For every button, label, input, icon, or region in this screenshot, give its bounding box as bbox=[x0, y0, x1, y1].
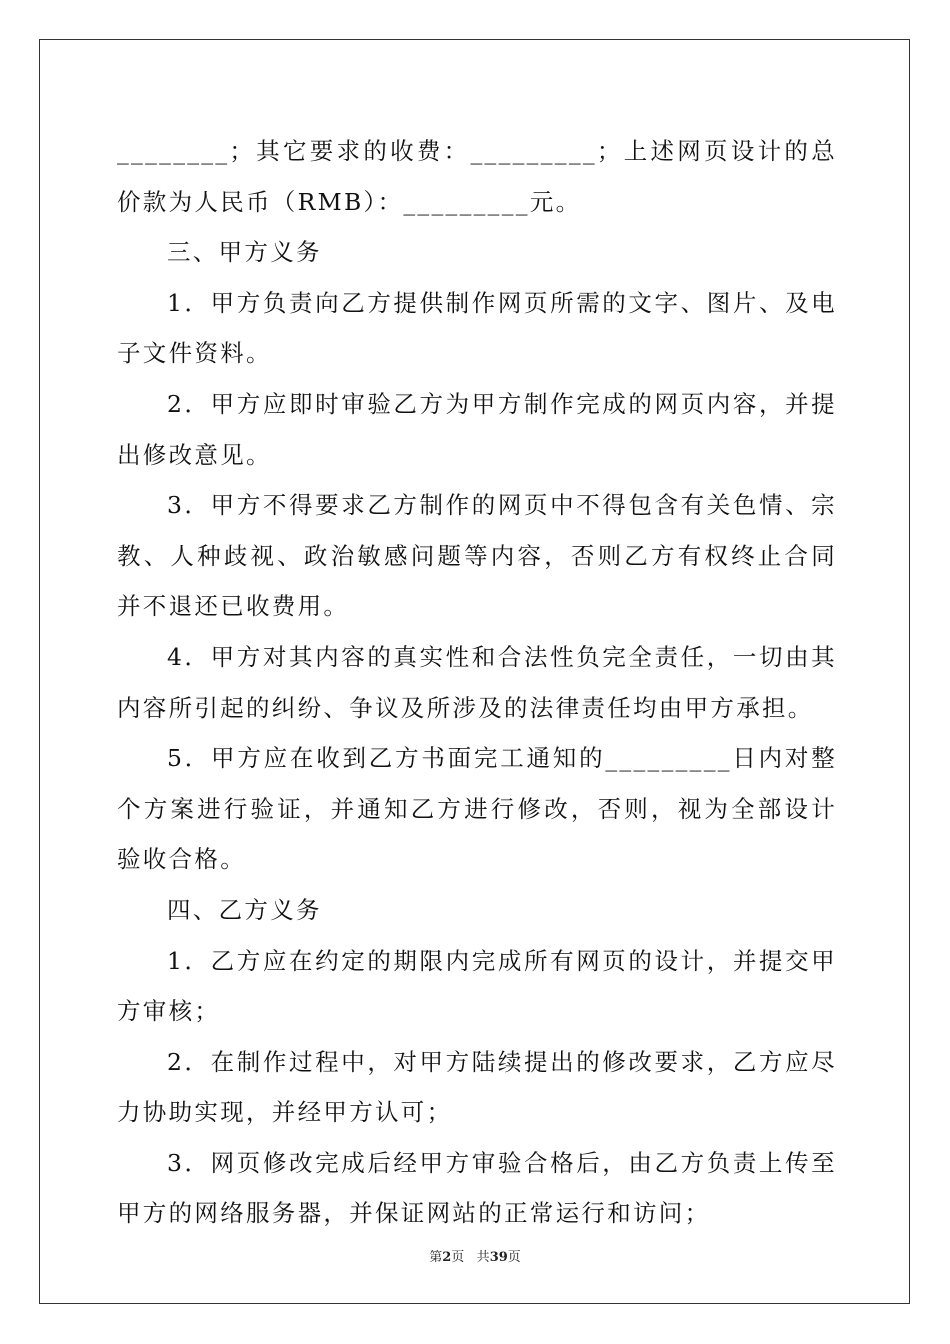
clause-b3: 3．网页修改完成后经甲方审验合格后，由乙方负责上传至甲方的网络服务器，并保证网站的正常运行和访问； bbox=[117, 1148, 837, 1228]
page-suffix: 页 bbox=[451, 1250, 465, 1265]
clause-a5: 5．甲方应在收到乙方书面完工通知的_________日内对整个方案进行验证，并通知乙方进行修改，否则，视为全部设计验收合格。 bbox=[117, 744, 837, 874]
paragraph-fees: ________；其它要求的收费：_________；上述网页设计的总价款为人民币（RMB）：_________元。 bbox=[117, 137, 837, 216]
clause-a4: 4．甲方对其内容的真实性和合法性负完全责任，一切由其内容所引起的纠纷、争议及所涉及的法律责任均由甲方承担。 bbox=[117, 642, 837, 722]
page-footer bbox=[0, 1246, 950, 1265]
clause-b1: 1．乙方应在约定的期限内完成所有网页的设计，并提交甲方审核； bbox=[117, 946, 837, 1026]
clause-a2: 2．甲方应即时审验乙方为甲方制作完成的网页内容，并提出修改意见。 bbox=[117, 389, 837, 469]
section-heading-party-a: 三、甲方义务 bbox=[167, 238, 322, 267]
total-prefix: 共 bbox=[476, 1250, 490, 1265]
document-body bbox=[117, 126, 837, 1239]
page-prefix: 第 bbox=[429, 1250, 443, 1265]
section-heading-party-b: 四、乙方义务 bbox=[167, 895, 322, 924]
clause-b2: 2．在制作过程中，对甲方陆续提出的修改要求，乙方应尽力协助实现，并经甲方认可； bbox=[117, 1047, 837, 1127]
clause-a3: 3．甲方不得要求乙方制作的网页中不得包含有关色情、宗教、人种歧视、政治敏感问题等内容，否则乙方有权终止合同并不退还已收费用。 bbox=[117, 491, 837, 621]
page-number: 2 bbox=[442, 1250, 452, 1265]
total-pages: 39 bbox=[489, 1250, 508, 1265]
clause-a1: 1．甲方负责向乙方提供制作网页所需的文字、图片、及电子文件资料。 bbox=[117, 288, 837, 368]
total-suffix: 页 bbox=[507, 1250, 521, 1265]
